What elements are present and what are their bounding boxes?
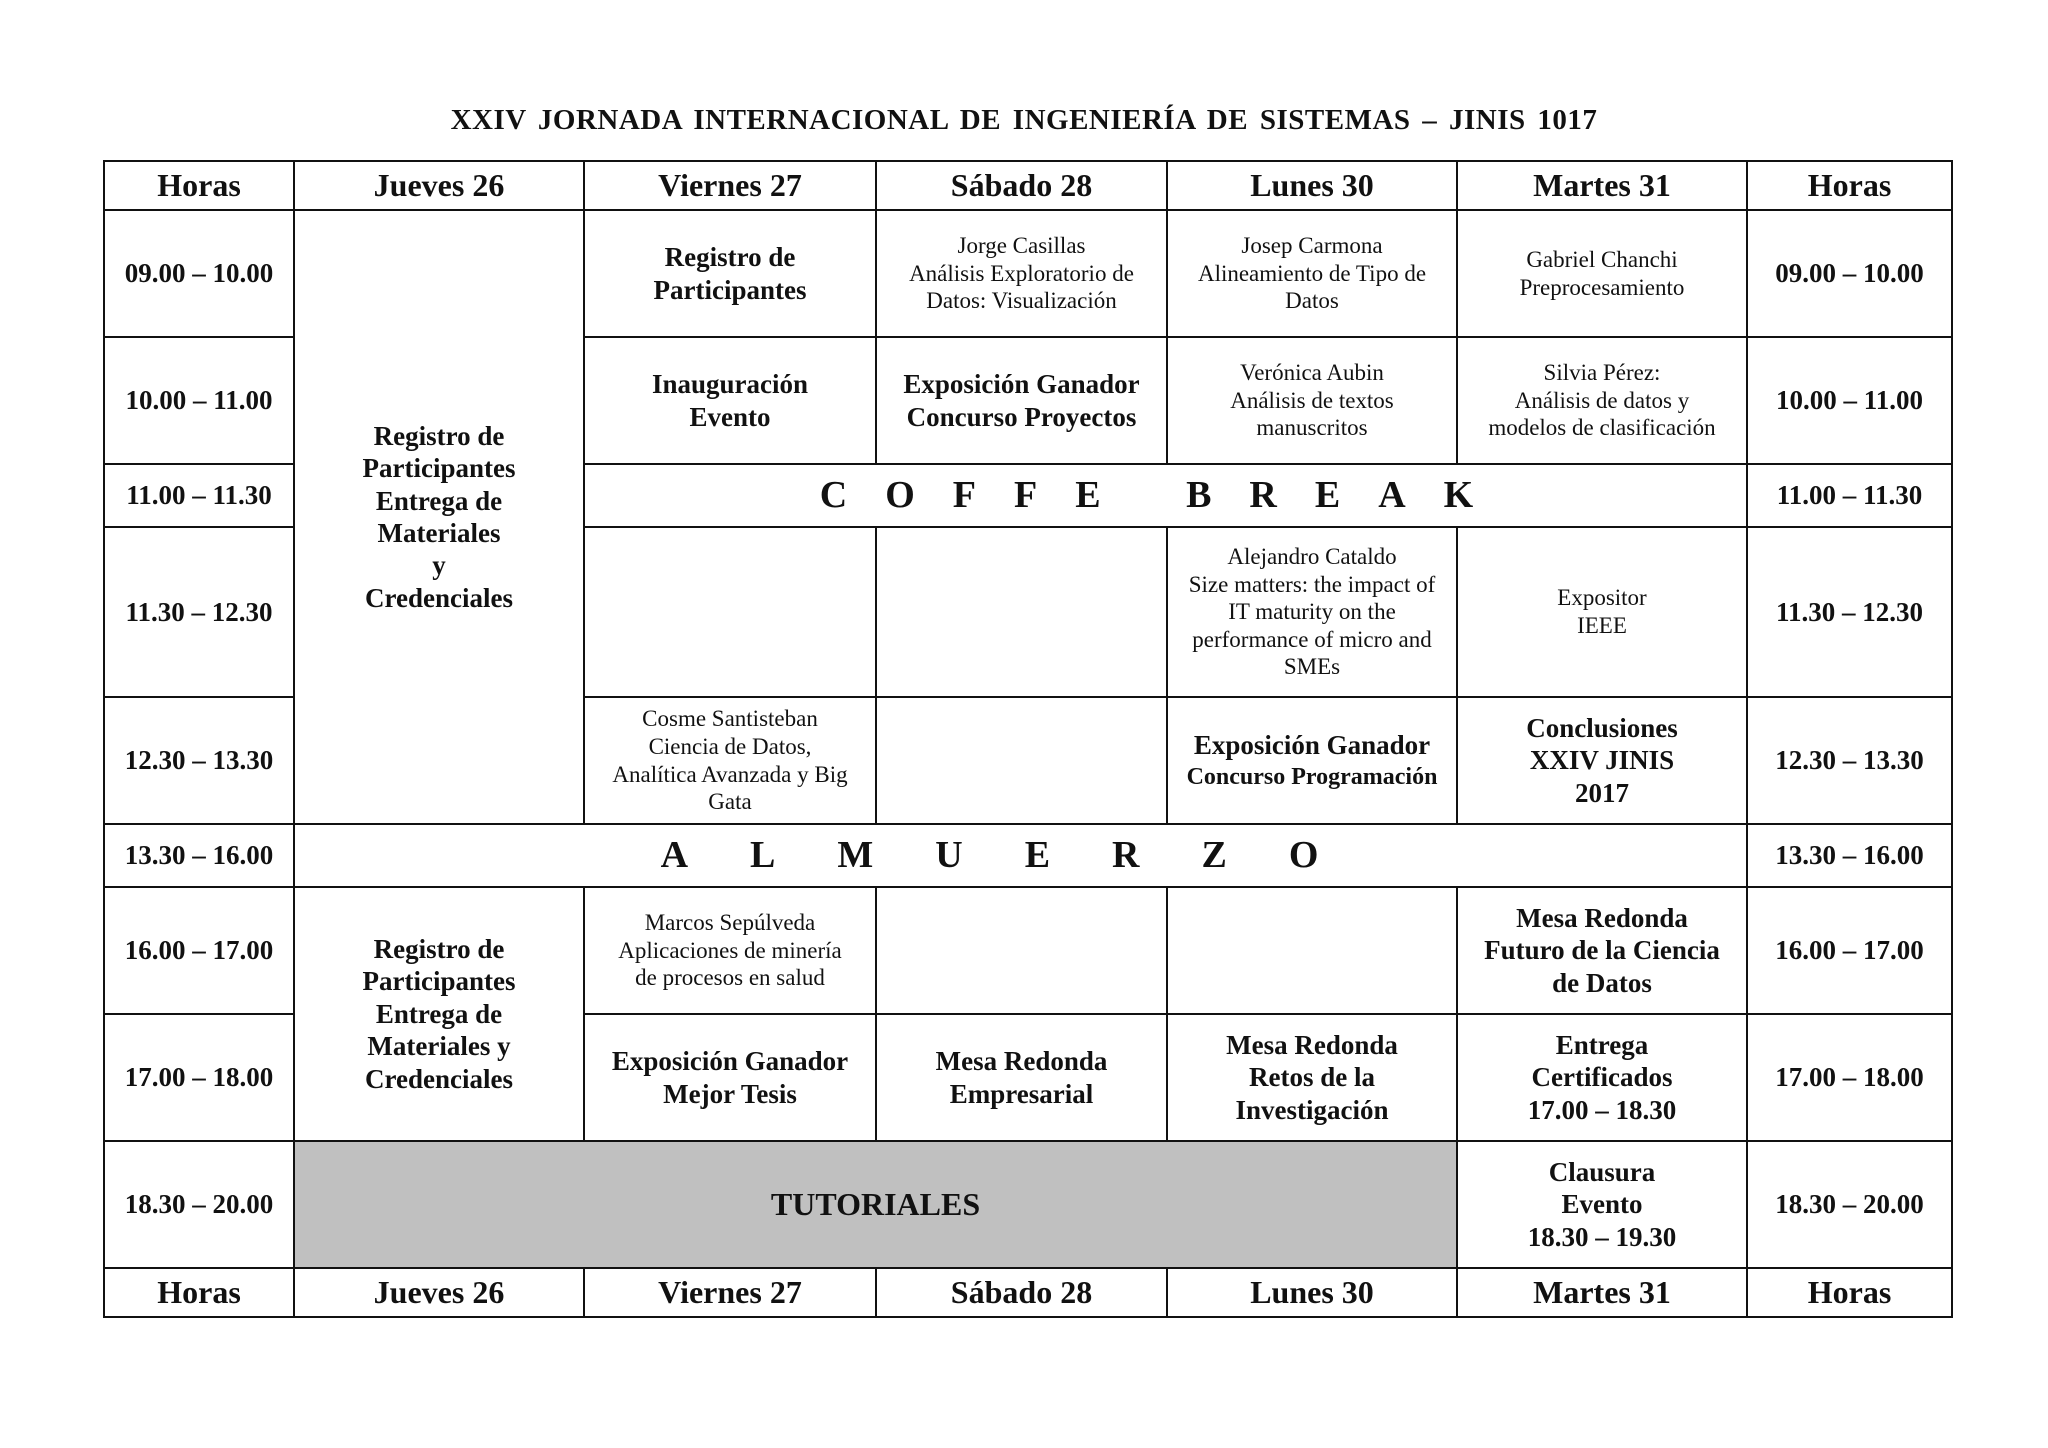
- time-cell: 13.30 – 16.00: [1747, 824, 1952, 887]
- session-cell: [1167, 337, 1457, 464]
- cell-line: Análisis de textos: [1230, 387, 1394, 413]
- time-cell: 18.30 – 20.00: [104, 1141, 294, 1268]
- cell-line: 17.00 – 18.30: [1527, 1094, 1677, 1125]
- cell-line: Jorge Casillas: [957, 233, 1086, 259]
- jueves-morning-cell: [294, 210, 584, 824]
- cell-line: Entrega de: [375, 998, 503, 1029]
- table-row: [104, 210, 1952, 337]
- cell-line: Datos: [1285, 288, 1339, 314]
- cell-line: Registro de: [664, 242, 796, 273]
- cell-line: 2017: [1575, 777, 1629, 808]
- cell-line: Investigación: [1235, 1094, 1389, 1125]
- session-cell: [1457, 337, 1747, 464]
- cell-line: Marcos Sepúlveda: [644, 910, 816, 936]
- empty-cell: [1167, 887, 1457, 1014]
- time-cell: 09.00 – 10.00: [1747, 210, 1952, 337]
- session-cell: [584, 887, 876, 1014]
- cell-line: 18.30 – 19.30: [1527, 1221, 1677, 1252]
- time-cell: 17.00 – 18.00: [104, 1014, 294, 1141]
- time-cell: 11.30 – 12.30: [104, 527, 294, 697]
- cell-line: Expositor: [1557, 585, 1647, 611]
- header-cell: Martes 31: [1457, 1268, 1747, 1317]
- time-cell: 17.00 – 18.00: [1747, 1014, 1952, 1141]
- schedule-table: [103, 160, 1953, 1318]
- empty-cell: [584, 527, 876, 697]
- header-row: [104, 161, 1952, 210]
- header-cell: Lunes 30: [1167, 161, 1457, 210]
- empty-cell: [876, 697, 1167, 824]
- time-cell: 13.30 – 16.00: [104, 824, 294, 887]
- session-cell: [1457, 210, 1747, 337]
- session-cell: [1167, 697, 1457, 824]
- cell-line: Exposición Ganador: [611, 1046, 849, 1077]
- session-cell: [1457, 697, 1747, 824]
- time-cell: 11.30 – 12.30: [1747, 527, 1952, 697]
- table-row: [104, 887, 1952, 1014]
- cell-line: IT maturity on the: [1228, 599, 1396, 625]
- cell-line: IEEE: [1577, 613, 1627, 638]
- cell-line: Futuro de la Ciencia: [1484, 935, 1720, 966]
- cell-line: Verónica Aubin: [1240, 360, 1384, 386]
- almuerzo-banner: ALMUERZO: [294, 824, 1747, 887]
- time-cell: 10.00 – 11.00: [1747, 337, 1952, 464]
- coffee-break-banner: COFFE BREAK: [584, 464, 1747, 527]
- cell-line: modelos de clasificación: [1488, 415, 1716, 441]
- cell-line: Evento: [689, 401, 771, 432]
- jueves-afternoon-cell: [294, 887, 584, 1141]
- session-cell: [1167, 527, 1457, 697]
- time-cell: 10.00 – 11.00: [104, 337, 294, 464]
- cell-line: SMEs: [1283, 654, 1341, 680]
- cell-line: Cosme Santisteban: [642, 706, 818, 732]
- cell-line: Alineamiento de Tipo de: [1197, 260, 1427, 286]
- cell-line: Gabriel Chanchi: [1526, 246, 1678, 272]
- cell-line: Ciencia de Datos,: [648, 733, 812, 759]
- session-cell: [876, 210, 1167, 337]
- cell-line: Mesa Redonda: [1226, 1029, 1398, 1060]
- cell-line: Entrega: [1555, 1029, 1649, 1060]
- session-cell: [1457, 1014, 1747, 1141]
- session-cell: [1457, 527, 1747, 697]
- cell-line: Conclusiones: [1526, 712, 1678, 743]
- cell-line: Certificados: [1531, 1062, 1673, 1093]
- cell-line: Exposición Ganador: [903, 369, 1140, 400]
- time-cell: 12.30 – 13.30: [104, 697, 294, 824]
- cell-line: Registro de: [373, 420, 505, 451]
- cell-line: Mesa Redonda: [935, 1046, 1108, 1077]
- cell-line: Mejor Tesis: [663, 1078, 797, 1109]
- cell-line: Registro de: [373, 934, 505, 965]
- cell-line: de procesos en salud: [635, 965, 825, 991]
- time-cell: 11.00 – 11.30: [1747, 464, 1952, 527]
- header-cell: Lunes 30: [1167, 1268, 1457, 1317]
- header-cell: Jueves 26: [294, 161, 584, 210]
- session-cell: [584, 697, 876, 824]
- table-row: [104, 824, 1952, 887]
- time-cell: 09.00 – 10.00: [104, 210, 294, 337]
- cell-line: Mesa Redonda: [1516, 902, 1688, 933]
- cell-line: Clausura: [1548, 1156, 1656, 1187]
- cell-line: Preprocesamiento: [1519, 274, 1685, 300]
- cell-line: Analítica Avanzada y Big: [612, 761, 848, 787]
- tutoriales-banner: TUTORIALES: [294, 1141, 1457, 1268]
- cell-line: manuscritos: [1256, 415, 1368, 441]
- session-cell: [1167, 1014, 1457, 1141]
- cell-line: XXIV JINIS: [1529, 745, 1675, 776]
- time-cell: 12.30 – 13.30: [1747, 697, 1952, 824]
- session-cell: [1167, 210, 1457, 337]
- cell-line: y: [432, 550, 446, 581]
- cell-line: Participantes: [653, 274, 807, 305]
- header-cell: Horas: [104, 1268, 294, 1317]
- table-row: [104, 1141, 1952, 1268]
- header-cell: Viernes 27: [584, 1268, 876, 1317]
- header-cell: Horas: [104, 161, 294, 210]
- cell-line: Análisis Exploratorio de: [909, 260, 1134, 286]
- time-cell: 18.30 – 20.00: [1747, 1141, 1952, 1268]
- footer-row: [104, 1268, 1952, 1317]
- cell-line: Alejandro Cataldo: [1227, 544, 1397, 570]
- cell-line: Credenciales: [365, 1063, 513, 1094]
- empty-cell: [876, 887, 1167, 1014]
- session-cell: [876, 1014, 1167, 1141]
- header-cell: Horas: [1747, 161, 1952, 210]
- header-cell: Martes 31: [1457, 161, 1747, 210]
- cell-line: Credenciales: [365, 582, 513, 613]
- session-cell: [584, 210, 876, 337]
- header-cell: Viernes 27: [584, 161, 876, 210]
- time-cell: 16.00 – 17.00: [104, 887, 294, 1014]
- cell-line: Concurso Programación: [1186, 763, 1438, 790]
- cell-line: Materiales y: [367, 1031, 511, 1062]
- page-title: XXIV JORNADA INTERNACIONAL DE INGENIERÍA DE SISTEMAS – JINIS 1017: [450, 104, 1598, 136]
- cell-line: de Datos: [1552, 967, 1652, 998]
- cell-line: Evento: [1561, 1189, 1643, 1220]
- cell-line: Silvia Pérez:: [1543, 360, 1661, 386]
- cell-line: Retos de la: [1249, 1062, 1375, 1093]
- cell-line: Inauguración: [651, 369, 809, 400]
- cell-line: Materiales: [377, 518, 501, 548]
- cell-line: Entrega de: [375, 485, 503, 516]
- empty-cell: [876, 527, 1167, 697]
- cell-line: Concurso Proyectos: [906, 401, 1137, 432]
- session-cell: [1457, 887, 1747, 1014]
- cell-line: Size matters: the impact of: [1188, 571, 1436, 597]
- header-cell: Horas: [1747, 1268, 1952, 1317]
- cell-line: Empresarial: [949, 1078, 1094, 1109]
- cell-line: performance of micro and: [1192, 626, 1432, 652]
- cell-line: Exposición Ganador: [1193, 730, 1431, 761]
- cell-line: Aplicaciones de minería: [618, 937, 842, 963]
- cell-line: Análisis de datos y: [1514, 387, 1690, 413]
- header-cell: Sábado 28: [876, 1268, 1167, 1317]
- header-cell: Jueves 26: [294, 1268, 584, 1317]
- cell-line: Gata: [708, 789, 752, 815]
- session-cell: [584, 337, 876, 464]
- cell-line: Josep Carmona: [1241, 233, 1383, 259]
- time-cell: 11.00 – 11.30: [104, 464, 294, 527]
- cell-line: Participantes: [362, 966, 516, 997]
- session-cell: [876, 337, 1167, 464]
- cell-line: Datos: Visualización: [926, 288, 1117, 314]
- header-cell: Sábado 28: [876, 161, 1167, 210]
- time-cell: 16.00 – 17.00: [1747, 887, 1952, 1014]
- cell-line: Participantes: [362, 453, 516, 484]
- session-cell: [1457, 1141, 1747, 1268]
- session-cell: [584, 1014, 876, 1141]
